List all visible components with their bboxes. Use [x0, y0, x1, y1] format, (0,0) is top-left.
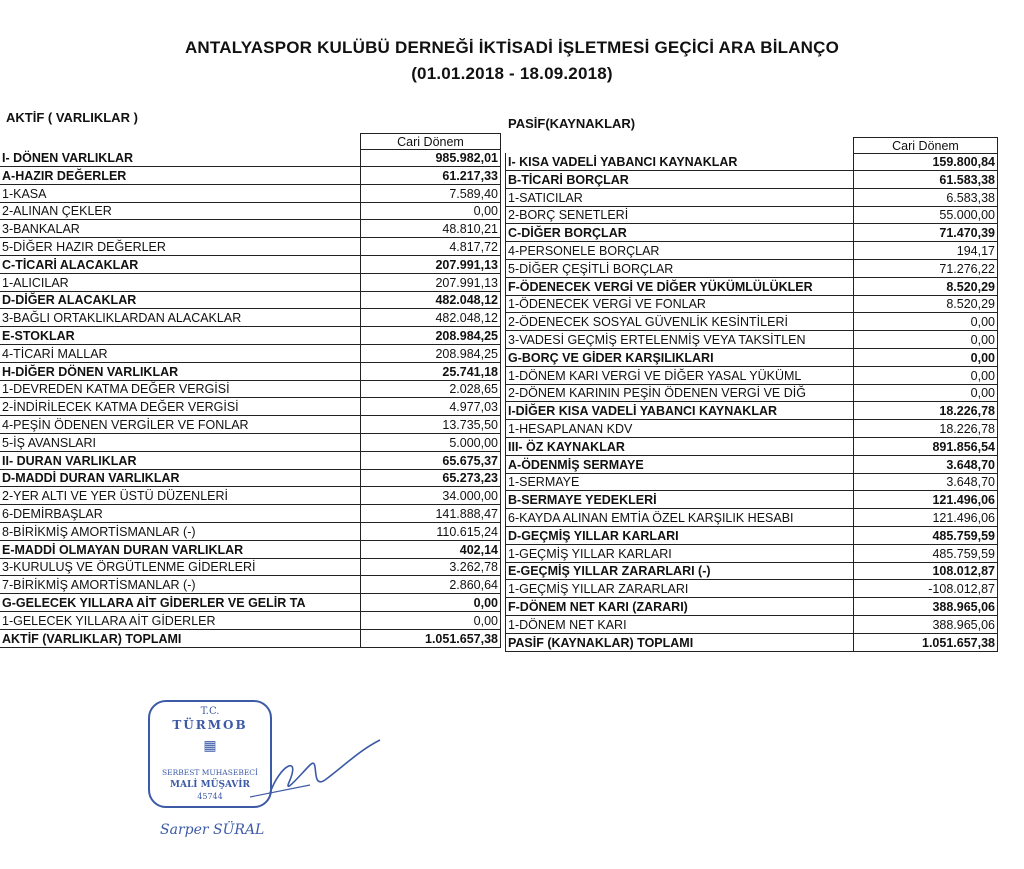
- asset-row: [0, 630, 501, 648]
- row-label: D-MADDİ DURAN VARLIKLAR: [0, 469, 360, 487]
- row-label: I-DİĞER KISA VADELİ YABANCI KAYNAKLAR: [505, 402, 853, 420]
- row-value: 121.496,06: [853, 509, 998, 527]
- asset-row: [0, 558, 501, 576]
- row-label: 3-BANKALAR: [0, 220, 360, 238]
- row-value: 25.741,18: [360, 363, 501, 381]
- row-value: 61.217,33: [360, 167, 501, 185]
- liability-row: [505, 580, 998, 598]
- row-value: 7.589,40: [360, 185, 501, 203]
- row-value: 1.051.657,38: [360, 630, 501, 648]
- liability-row: [505, 153, 998, 171]
- row-label: 1-DÖNEM KARI VERGİ VE DİĞER YASAL YÜKÜML: [505, 367, 853, 385]
- row-value: 208.984,25: [360, 327, 501, 345]
- row-label: 8-BİRİKMİŞ AMORTİSMANLAR (-): [0, 523, 360, 541]
- row-value: 207.991,13: [360, 256, 501, 274]
- row-label: I- DÖNEN VARLIKLAR: [0, 149, 360, 167]
- row-value: 159.800,84: [853, 153, 998, 171]
- row-label: 1-SERMAYE: [505, 473, 853, 491]
- row-label: 4-PERSONELE BORÇLAR: [505, 242, 853, 260]
- row-value: 65.273,23: [360, 469, 501, 487]
- row-label: 3-BAĞLI ORTAKLIKLARDAN ALACAKLAR: [0, 309, 360, 327]
- row-value: 194,17: [853, 242, 998, 260]
- asset-row: [0, 594, 501, 612]
- row-value: 34.000,00: [360, 487, 501, 505]
- row-value: 3.648,70: [853, 473, 998, 491]
- row-value: 61.583,38: [853, 171, 998, 189]
- row-label: AKTİF (VARLIKLAR) TOPLAMI: [0, 630, 360, 648]
- row-label: 2-BORÇ SENETLERİ: [505, 206, 853, 224]
- liability-row: [505, 224, 998, 242]
- row-value: 18.226,78: [853, 420, 998, 438]
- row-value: 110.615,24: [360, 523, 501, 541]
- liability-row: [505, 206, 998, 224]
- row-value: 48.810,21: [360, 220, 501, 238]
- row-label: E-GEÇMİŞ YILLAR ZARARLARI (-): [505, 562, 853, 580]
- row-label: 2-YER ALTI VE YER ÜSTÜ DÜZENLERİ: [0, 487, 360, 505]
- asset-row: [0, 185, 501, 203]
- liability-row: [505, 438, 998, 456]
- row-label: 6-KAYDA ALINAN EMTİA ÖZEL KARŞILIK HESABI: [505, 509, 853, 527]
- liability-row: [505, 331, 998, 349]
- row-label: 2-DÖNEM KARININ PEŞİN ÖDENEN VERGİ VE DİĞ: [505, 384, 853, 402]
- liabilities-section-title: PASİF(KAYNAKLAR): [508, 116, 636, 131]
- asset-row: [0, 220, 501, 238]
- liability-row: [505, 473, 998, 491]
- asset-row: [0, 291, 501, 309]
- row-label: F-DÖNEM NET KARI (ZARARI): [505, 598, 853, 616]
- asset-row: [0, 416, 501, 434]
- asset-row: [0, 398, 501, 416]
- row-label: 1-KASA: [0, 185, 360, 203]
- row-label: 5-DİĞER HAZIR DEĞERLER: [0, 238, 360, 256]
- row-label: 1-DEVREDEN KATMA DEĞER VERGİSİ: [0, 380, 360, 398]
- row-value: 3.648,70: [853, 456, 998, 474]
- row-value: 0,00: [853, 384, 998, 402]
- liability-row: [505, 295, 998, 313]
- asset-row: [0, 274, 501, 292]
- asset-row: [0, 327, 501, 345]
- asset-row: [0, 541, 501, 559]
- row-value: 18.226,78: [853, 402, 998, 420]
- liability-row: [505, 402, 998, 420]
- row-label: A-ÖDENMİŞ SERMAYE: [505, 456, 853, 474]
- row-value: 1.051.657,38: [853, 634, 998, 652]
- asset-row: [0, 309, 501, 327]
- row-label: III- ÖZ KAYNAKLAR: [505, 438, 853, 456]
- row-value: 2.028,65: [360, 380, 501, 398]
- asset-row: [0, 523, 501, 541]
- row-value: 485.759,59: [853, 545, 998, 563]
- row-value: 55.000,00: [853, 206, 998, 224]
- liability-row: [505, 598, 998, 616]
- row-value: 985.982,01: [360, 149, 501, 167]
- row-label: 1-HESAPLANAN KDV: [505, 420, 853, 438]
- row-label: 2-ALINAN ÇEKLER: [0, 202, 360, 220]
- row-label: G-GELECEK YILLARA AİT GİDERLER VE GELİR TA: [0, 594, 360, 612]
- row-label: B-SERMAYE YEDEKLERİ: [505, 491, 853, 509]
- row-label: G-BORÇ VE GİDER KARŞILIKLARI: [505, 349, 853, 367]
- row-value: 65.675,37: [360, 452, 501, 470]
- row-label: 5-İŞ AVANSLARI: [0, 434, 360, 452]
- liability-row: [505, 278, 998, 296]
- row-value: 388.965,06: [853, 616, 998, 634]
- asset-row: [0, 434, 501, 452]
- document-title: ANTALYASPOR KULÜBÜ DERNEĞİ İKTİSADİ İŞLETMESİ GEÇİCİ ARA BİLANÇO: [184, 38, 840, 57]
- row-value: 71.276,22: [853, 260, 998, 278]
- stamp-number: 45744: [197, 792, 223, 801]
- signer-name: Sarper SÜRAL: [160, 822, 265, 838]
- asset-row: [0, 345, 501, 363]
- row-value: 3.262,78: [360, 558, 501, 576]
- row-label: 4-PEŞİN ÖDENEN VERGİLER VE FONLAR: [0, 416, 360, 434]
- row-label: 6-DEMİRBAŞLAR: [0, 505, 360, 523]
- liability-row: [505, 242, 998, 260]
- row-label: E-STOKLAR: [0, 327, 360, 345]
- liability-row: [505, 171, 998, 189]
- row-value: 13.735,50: [360, 416, 501, 434]
- row-label: A-HAZIR DEĞERLER: [0, 167, 360, 185]
- row-value: 0,00: [853, 313, 998, 331]
- liability-row: [505, 545, 998, 563]
- asset-row: [0, 452, 501, 470]
- liability-row: [505, 384, 998, 402]
- asset-row: [0, 238, 501, 256]
- liability-row: [505, 491, 998, 509]
- document-period: (01.01.2018 - 18.09.2018): [411, 64, 613, 83]
- row-label: 2-İNDİRİLECEK KATMA DEĞER VERGİSİ: [0, 398, 360, 416]
- row-label: 1-SATICILAR: [505, 189, 853, 207]
- asset-row: [0, 469, 501, 487]
- asset-row: [0, 576, 501, 594]
- row-label: H-DİĞER DÖNEN VARLIKLAR: [0, 363, 360, 381]
- asset-row: [0, 202, 501, 220]
- row-value: 0,00: [360, 202, 501, 220]
- liability-row: [505, 313, 998, 331]
- row-value: 388.965,06: [853, 598, 998, 616]
- asset-row: [0, 612, 501, 630]
- row-label: 1-ALICILAR: [0, 274, 360, 292]
- row-label: 1-DÖNEM NET KARI: [505, 616, 853, 634]
- row-label: I- KISA VADELİ YABANCI KAYNAKLAR: [505, 153, 853, 171]
- row-label: D-GEÇMİŞ YILLAR KARLARI: [505, 527, 853, 545]
- row-label: 5-DİĞER ÇEŞİTLİ BORÇLAR: [505, 260, 853, 278]
- liability-row: [505, 367, 998, 385]
- row-label: C-TİCARİ ALACAKLAR: [0, 256, 360, 274]
- asset-row: [0, 487, 501, 505]
- row-label: 1-GEÇMİŞ YILLAR KARLARI: [505, 545, 853, 563]
- row-value: -108.012,87: [853, 580, 998, 598]
- asset-row: [0, 380, 501, 398]
- row-value: 485.759,59: [853, 527, 998, 545]
- liabilities-column-header: Cari Dönem: [853, 137, 998, 154]
- asset-row: [0, 363, 501, 381]
- asset-row: [0, 505, 501, 523]
- liability-row: [505, 456, 998, 474]
- row-value: 8.520,29: [853, 295, 998, 313]
- turmob-logo-icon: ▦: [203, 738, 217, 754]
- asset-row: [0, 256, 501, 274]
- row-value: 208.984,25: [360, 345, 501, 363]
- row-label: 2-ÖDENECEK SOSYAL GÜVENLİK KESİNTİLERİ: [505, 313, 853, 331]
- row-value: 8.520,29: [853, 278, 998, 296]
- assets-section-title: AKTİF ( VARLIKLAR ): [6, 110, 138, 125]
- liability-row: [505, 509, 998, 527]
- row-value: 0,00: [360, 612, 501, 630]
- liability-row: [505, 260, 998, 278]
- row-value: 121.496,06: [853, 491, 998, 509]
- liability-row: [505, 562, 998, 580]
- row-value: 0,00: [853, 349, 998, 367]
- row-value: 5.000,00: [360, 434, 501, 452]
- row-value: 482.048,12: [360, 309, 501, 327]
- assets-column-header: Cari Dönem: [360, 133, 501, 150]
- stamp-subtitle: MALİ MÜŞAVİR: [170, 780, 250, 790]
- row-label: 1-GELECEK YILLARA AİT GİDERLER: [0, 612, 360, 630]
- stamp-tc: T.C.: [200, 706, 220, 717]
- liability-row: [505, 420, 998, 438]
- row-label: C-DİĞER BORÇLAR: [505, 224, 853, 242]
- asset-row: [0, 149, 501, 167]
- row-label: II- DURAN VARLIKLAR: [0, 452, 360, 470]
- liability-row: [505, 616, 998, 634]
- row-value: 207.991,13: [360, 274, 501, 292]
- row-value: 2.860,64: [360, 576, 501, 594]
- row-value: 402,14: [360, 541, 501, 559]
- row-label: 4-TİCARİ MALLAR: [0, 345, 360, 363]
- liability-row: [505, 349, 998, 367]
- row-value: 891.856,54: [853, 438, 998, 456]
- stamp-title: SERBEST MUHASEBECİ: [161, 768, 259, 777]
- stamp-turmob: TÜRMOB: [172, 718, 248, 732]
- row-label: 1-ÖDENECEK VERGİ VE FONLAR: [505, 295, 853, 313]
- liability-row: [505, 527, 998, 545]
- row-value: 4.977,03: [360, 398, 501, 416]
- liability-row: [505, 189, 998, 207]
- signature-icon: [250, 735, 390, 805]
- row-value: 0,00: [853, 331, 998, 349]
- row-label: 3-KURULUŞ VE ÖRGÜTLENME GİDERLERİ: [0, 558, 360, 576]
- row-value: 4.817,72: [360, 238, 501, 256]
- row-value: 71.470,39: [853, 224, 998, 242]
- row-value: 0,00: [853, 367, 998, 385]
- row-label: F-ÖDENECEK VERGİ VE DİĞER YÜKÜMLÜLÜKLER: [505, 278, 853, 296]
- row-value: 0,00: [360, 594, 501, 612]
- row-label: B-TİCARİ BORÇLAR: [505, 171, 853, 189]
- row-label: 1-GEÇMİŞ YILLAR ZARARLARI: [505, 580, 853, 598]
- row-value: 108.012,87: [853, 562, 998, 580]
- row-value: 6.583,38: [853, 189, 998, 207]
- row-label: D-DİĞER ALACAKLAR: [0, 291, 360, 309]
- row-label: E-MADDİ OLMAYAN DURAN VARLIKLAR: [0, 541, 360, 559]
- row-label: PASİF (KAYNAKLAR) TOPLAMI: [505, 634, 853, 652]
- liability-row: [505, 634, 998, 652]
- row-value: 482.048,12: [360, 291, 501, 309]
- row-label: 3-VADESİ GEÇMİŞ ERTELENMİŞ VEYA TAKSİTLEN: [505, 331, 853, 349]
- asset-row: [0, 167, 501, 185]
- row-label: 7-BİRİKMİŞ AMORTİSMANLAR (-): [0, 576, 360, 594]
- row-value: 141.888,47: [360, 505, 501, 523]
